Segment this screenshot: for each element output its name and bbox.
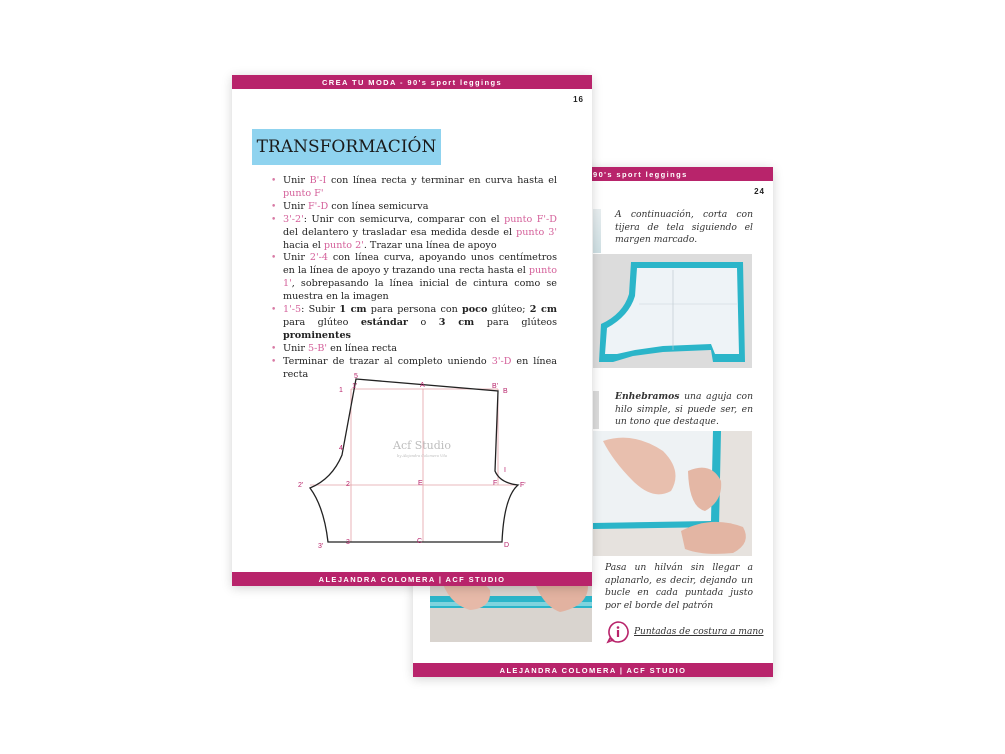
caption-thread-bold: Enhebramos xyxy=(615,391,680,402)
photo-left-strip-2 xyxy=(593,391,599,429)
step-text-segment: 3'-2' xyxy=(283,213,304,225)
step-text-segment: punto 2' xyxy=(323,239,364,251)
diagram-watermark-sub: by Alejandra Colomera Vila xyxy=(397,454,447,458)
step-text-segment: en línea recta xyxy=(283,355,557,380)
step-text-segment: prominentes xyxy=(283,329,351,341)
label-2p: 2' xyxy=(298,482,304,489)
front-page xyxy=(232,75,592,586)
step-text-segment: con línea semicurva xyxy=(328,200,429,212)
step-text-segment: 3'-D xyxy=(491,355,512,367)
step-text-segment: punto F' xyxy=(283,187,324,199)
step-text-segment: Unir xyxy=(283,200,308,212)
diagram-outline xyxy=(310,379,518,542)
caption-cut-fabric: A continuación, corta con tijera de tela siguiendo el margen marcado. xyxy=(615,209,753,245)
front-page-number: 16 xyxy=(573,95,584,104)
label-Fp: F' xyxy=(520,482,526,489)
step-text-segment: para glúteo xyxy=(283,316,361,328)
step-item xyxy=(266,252,557,304)
info-link-text[interactable]: Puntadas de costura a mano xyxy=(634,627,764,637)
label-F: F xyxy=(493,480,498,487)
front-header-bar xyxy=(232,75,592,89)
step-text-segment: glúteo; xyxy=(487,304,530,316)
label-2: 2 xyxy=(346,481,350,488)
back-header-text: 90's sport leggings xyxy=(593,169,688,179)
step-text-segment: 1'-5 xyxy=(283,304,302,316)
step-text-segment: Terminar de trazar al completo uniendo xyxy=(283,355,492,367)
step-text-segment: Unir xyxy=(283,342,308,354)
caption-basting: Pasa un hilván sin llegar a aplanarlo, es decir, dejando un bucle en cada puntada justo por el borde del patrón xyxy=(605,562,753,611)
label-A: A xyxy=(420,382,425,389)
pattern-diagram xyxy=(292,367,532,552)
page-title: TRANSFORMACIÓN xyxy=(252,129,441,165)
label-3: 3 xyxy=(346,539,350,546)
diagram-watermark: Acf Studio xyxy=(393,439,451,452)
label-D: D xyxy=(504,542,510,549)
caption-thread-rest: una aguja con hilo simple, si puede ser, en un tono que destaque. xyxy=(615,391,753,427)
step-text-segment: poco xyxy=(462,304,488,316)
label-Bp: B' xyxy=(492,383,499,390)
step-item xyxy=(266,304,557,343)
step-text-segment: : Subir xyxy=(301,304,340,316)
back-footer-bar xyxy=(413,663,773,677)
info-icon xyxy=(606,620,630,644)
step-text-segment: estándar xyxy=(360,316,408,328)
step-text-segment: F'-D xyxy=(307,200,329,212)
step-item xyxy=(266,343,557,356)
front-header-text: CREA TU MODA - 90's sport leggings xyxy=(321,77,503,87)
label-1p: 1' xyxy=(352,383,358,390)
label-E: E xyxy=(418,480,423,487)
step-text-segment: 2 cm xyxy=(529,304,557,316)
step-text-segment: para persona con xyxy=(366,304,463,316)
step-item xyxy=(266,175,557,201)
label-3p: 3' xyxy=(318,543,324,550)
step-text-segment: : Unir con semicurva, comparar con el xyxy=(303,213,505,225)
step-item xyxy=(266,201,557,214)
step-text-segment: del delantero y trasladar esa medida desde el xyxy=(283,226,517,238)
front-footer-bar xyxy=(232,572,592,586)
label-C: C xyxy=(417,538,423,545)
step-text-segment: punto 3' xyxy=(516,226,558,238)
step-text-segment: hacia el xyxy=(283,239,324,251)
step-text-segment: 3 cm xyxy=(438,316,475,328)
label-B: B xyxy=(503,388,508,395)
step-text-segment: Unir xyxy=(283,252,310,264)
steps-list xyxy=(266,175,557,382)
step-text-segment: punto 1' xyxy=(283,265,557,290)
photo-left-strip-1 xyxy=(593,209,601,253)
step-text-segment: 1 cm xyxy=(339,304,367,316)
photo-cut-pattern xyxy=(593,254,752,368)
step-text-segment: 2'-4 xyxy=(309,252,328,264)
front-footer-text: ALEJANDRA COLOMERA | ACF STUDIO xyxy=(318,574,506,584)
step-text-segment: . Trazar una línea de apoyo xyxy=(363,239,497,251)
step-text-segment: en línea recta xyxy=(327,342,397,354)
info-link-row[interactable] xyxy=(606,620,764,644)
label-1: 1 xyxy=(339,387,343,394)
label-4: 4 xyxy=(339,445,343,452)
step-text-segment: B'-I xyxy=(309,175,327,186)
back-footer-text: ALEJANDRA COLOMERA | ACF STUDIO xyxy=(499,665,687,675)
photo-hands-sewing xyxy=(593,431,752,556)
step-text-segment: o xyxy=(407,316,439,328)
step-text-segment: punto F'-D xyxy=(504,213,557,225)
step-text-segment: con línea recta y terminar en curva hasta el xyxy=(326,175,558,186)
step-text-segment: Unir xyxy=(283,175,310,186)
label-5: 5 xyxy=(354,373,358,380)
caption-thread-needle xyxy=(615,391,753,429)
back-page-number: 24 xyxy=(754,187,765,196)
step-text-segment: para glúteos xyxy=(474,316,557,328)
label-I: I xyxy=(504,467,506,474)
step-item xyxy=(266,214,557,253)
step-text-segment: , sobrepasando la línea inicial de cintura como se muestra en la imagen xyxy=(283,278,557,303)
step-text-segment: con línea curva, apoyando unos centímetros en la línea de apoyo y trazando una recta hasta el xyxy=(283,252,558,277)
step-text-segment: 5-B' xyxy=(307,342,328,354)
